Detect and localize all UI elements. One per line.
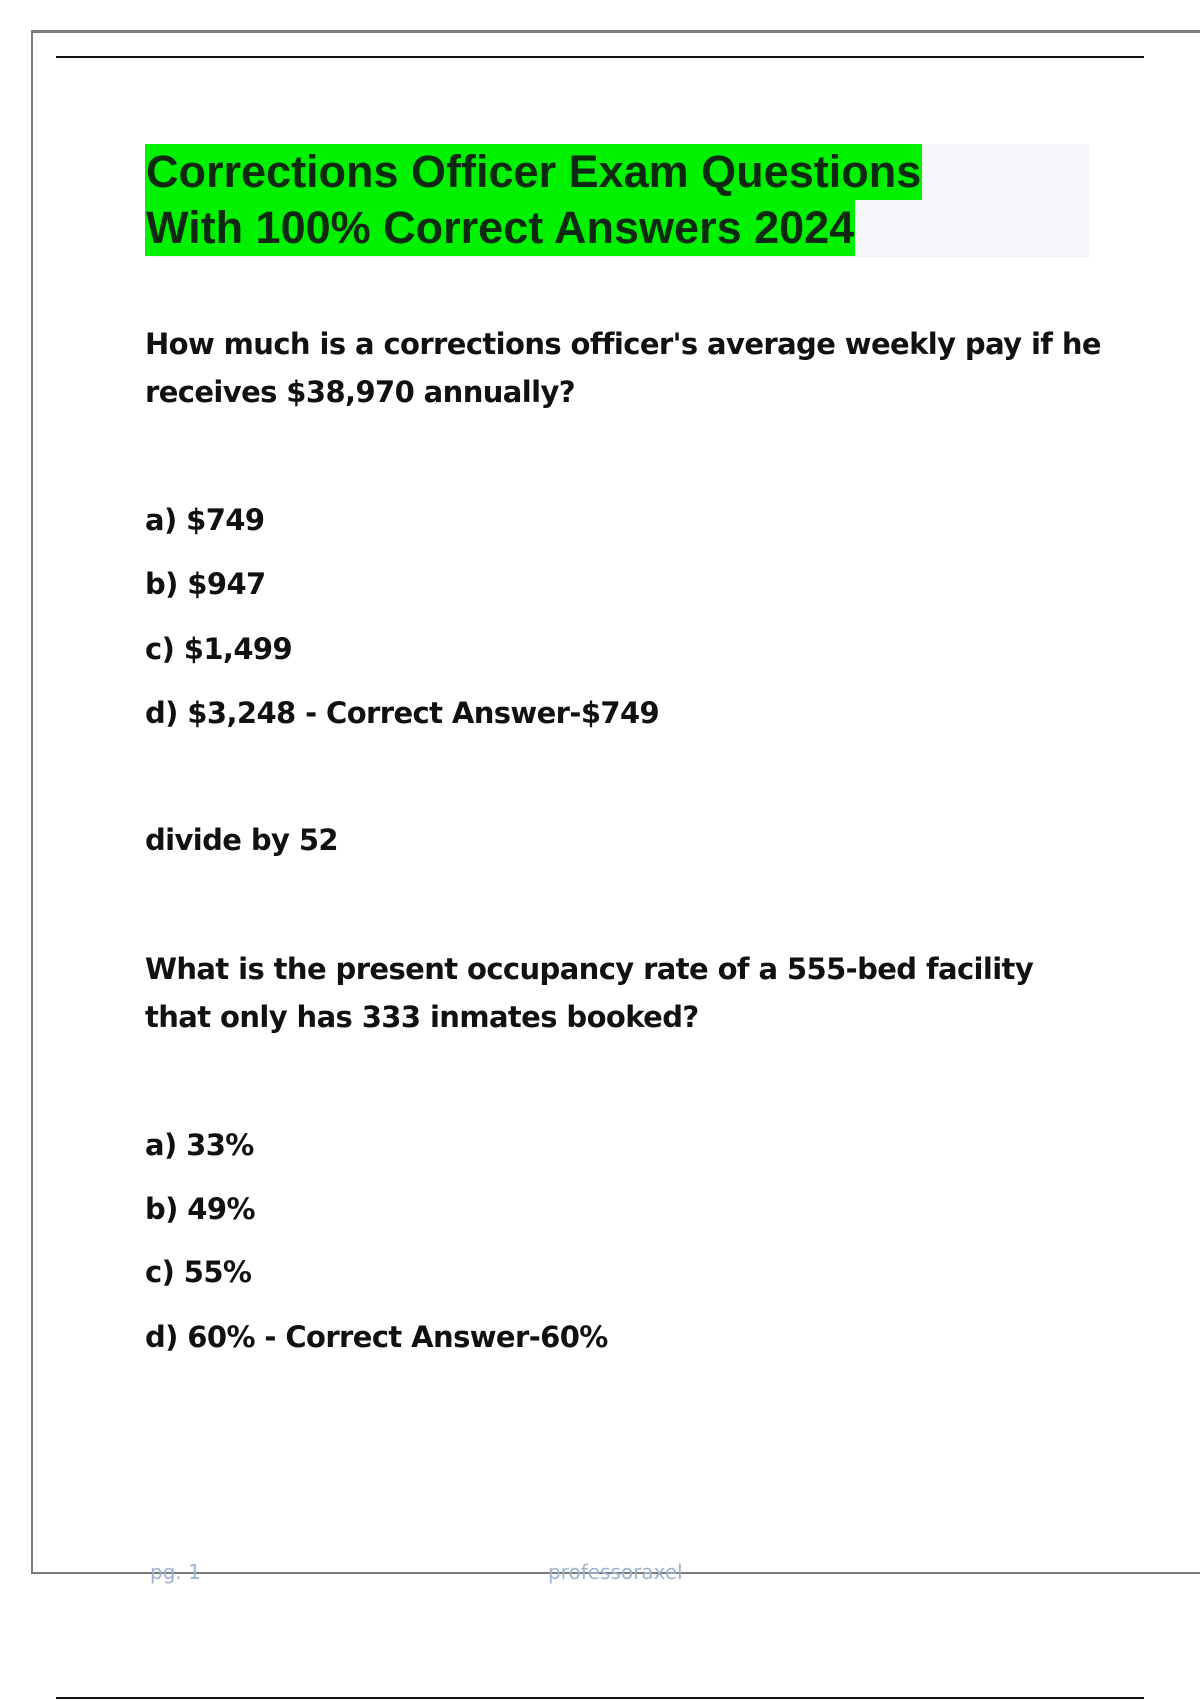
question-1-option-b: b) $947 bbox=[145, 567, 266, 601]
question-1-note: divide by 52 bbox=[145, 823, 338, 857]
question-1-option-a: a) $749 bbox=[145, 503, 265, 537]
question-2-option-b: b) 49% bbox=[145, 1192, 255, 1226]
question-2-option-c: c) 55% bbox=[145, 1255, 252, 1289]
question-1-text: How much is a corrections officer's average weekly pay if he receives $38,970 annually? bbox=[145, 327, 1101, 409]
question-2-option-d: d) 60% - Correct Answer-60% bbox=[145, 1320, 608, 1354]
question-1-option-c: c) $1,499 bbox=[145, 632, 293, 666]
question-2-text: What is the present occupancy rate of a 555-bed facility that only has 333 inmates booked? bbox=[145, 952, 1034, 1034]
footer-page-number: pg. 1 bbox=[150, 1560, 201, 1584]
title-line-2: With 100% Correct Answers 2024 bbox=[145, 200, 855, 256]
bottom-rule bbox=[56, 1697, 1144, 1699]
document-title bbox=[145, 144, 1089, 258]
footer-author: professoraxel bbox=[548, 1560, 683, 1584]
question-2-option-a: a) 33% bbox=[145, 1128, 254, 1162]
title-line-1: Corrections Officer Exam Questions bbox=[145, 144, 922, 200]
question-1-option-d: d) $3,248 - Correct Answer-$749 bbox=[145, 696, 660, 730]
